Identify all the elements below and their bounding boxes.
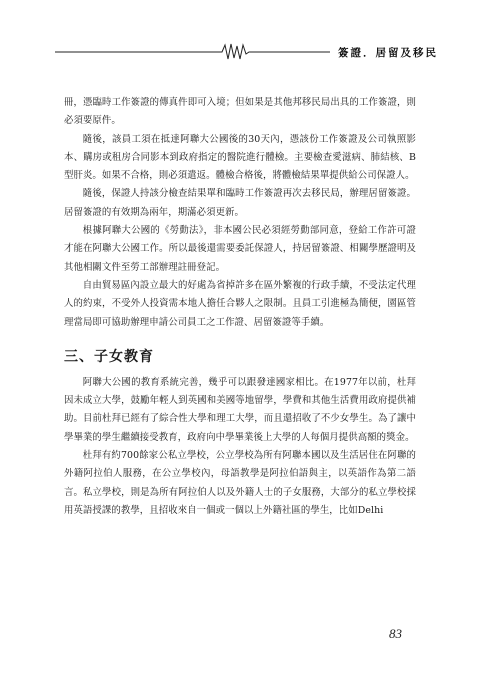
page-number: 83 [389, 626, 402, 641]
paragraph: 根據阿聯大公國的《勞動法》，非本國公民必須經勞動部同意，登給工作許可證才能在阿聯大公國工作。所以最後還需要委託保證人，持居留簽證、相關學歷證明及其他相關文件至勞工部辦理註冊登記。 [64, 225, 416, 273]
header-title: 簽證．居留及移民 [338, 47, 438, 59]
section-heading: 三、子女教育 [64, 348, 154, 365]
paragraph: 杜拜有約700餘家公私立學校，公立學校為所有阿聯本國以及生活居住在阿聯的外籍阿拉伯人服務，在公立學校內，母語教學是阿拉伯語與主，以英語作為第二語言。私立學校，則是為所有阿拉伯人以及外籍人士的子女服務，大部分的私立學校採用英語授課的教學，且招收來自一個或一個以上外籍社區的學生，比如Delhi [64, 450, 416, 516]
paragraph: 阿聯大公國的教育系統完善，幾乎可以跟發達國家相比。在1977年以前，杜拜因未成立大學，鼓勵年輕人到英國和美國等地留學，學費和其他生活費用政府提供補助。目前杜拜已經有了綜合性大學和理工大學，而且還招收了不少女學生。為了讓中學畢業的學生繼續接受教育，政府向中學畢業後上大學的人每個月提供高額的獎金。 [64, 376, 416, 443]
paragraph: 冊，憑臨時工作簽證的傳真件即可入境；但如果是其他邦移民局出具的工作簽證，則必須要原件。 [64, 97, 416, 127]
page-content [64, 94, 416, 520]
paragraph: 隨後，該員工須在抵達阿聯大公國後的30天內，憑該份工作簽證及公司執照影本、購房或租房合同影本到政府指定的醫院進行體檢。主要檢查愛滋病、肺結核、B型肝炎。如果不合格，則必須遣返。體檢合格後，將體檢結果單提供給公司保證人。 [64, 133, 416, 182]
paragraph: 隨後，保證人持該分檢查結果單和臨時工作簽證再次去移民局，辦理居留簽證。居留簽證的有效期為兩年，期滿必須更新。 [64, 188, 416, 218]
running-header [55, 42, 440, 62]
paragraph: 自由貿易區內設立最大的好處為省掉許多在區外繁複的行政手續，不受法定代理人的約束，不受外人投資需本地人擔任合夥人之限制。且員工引進極為簡便，園區管理當局即可協助辦理申請公司員工之工作證、居留簽證等手續。 [64, 279, 416, 328]
